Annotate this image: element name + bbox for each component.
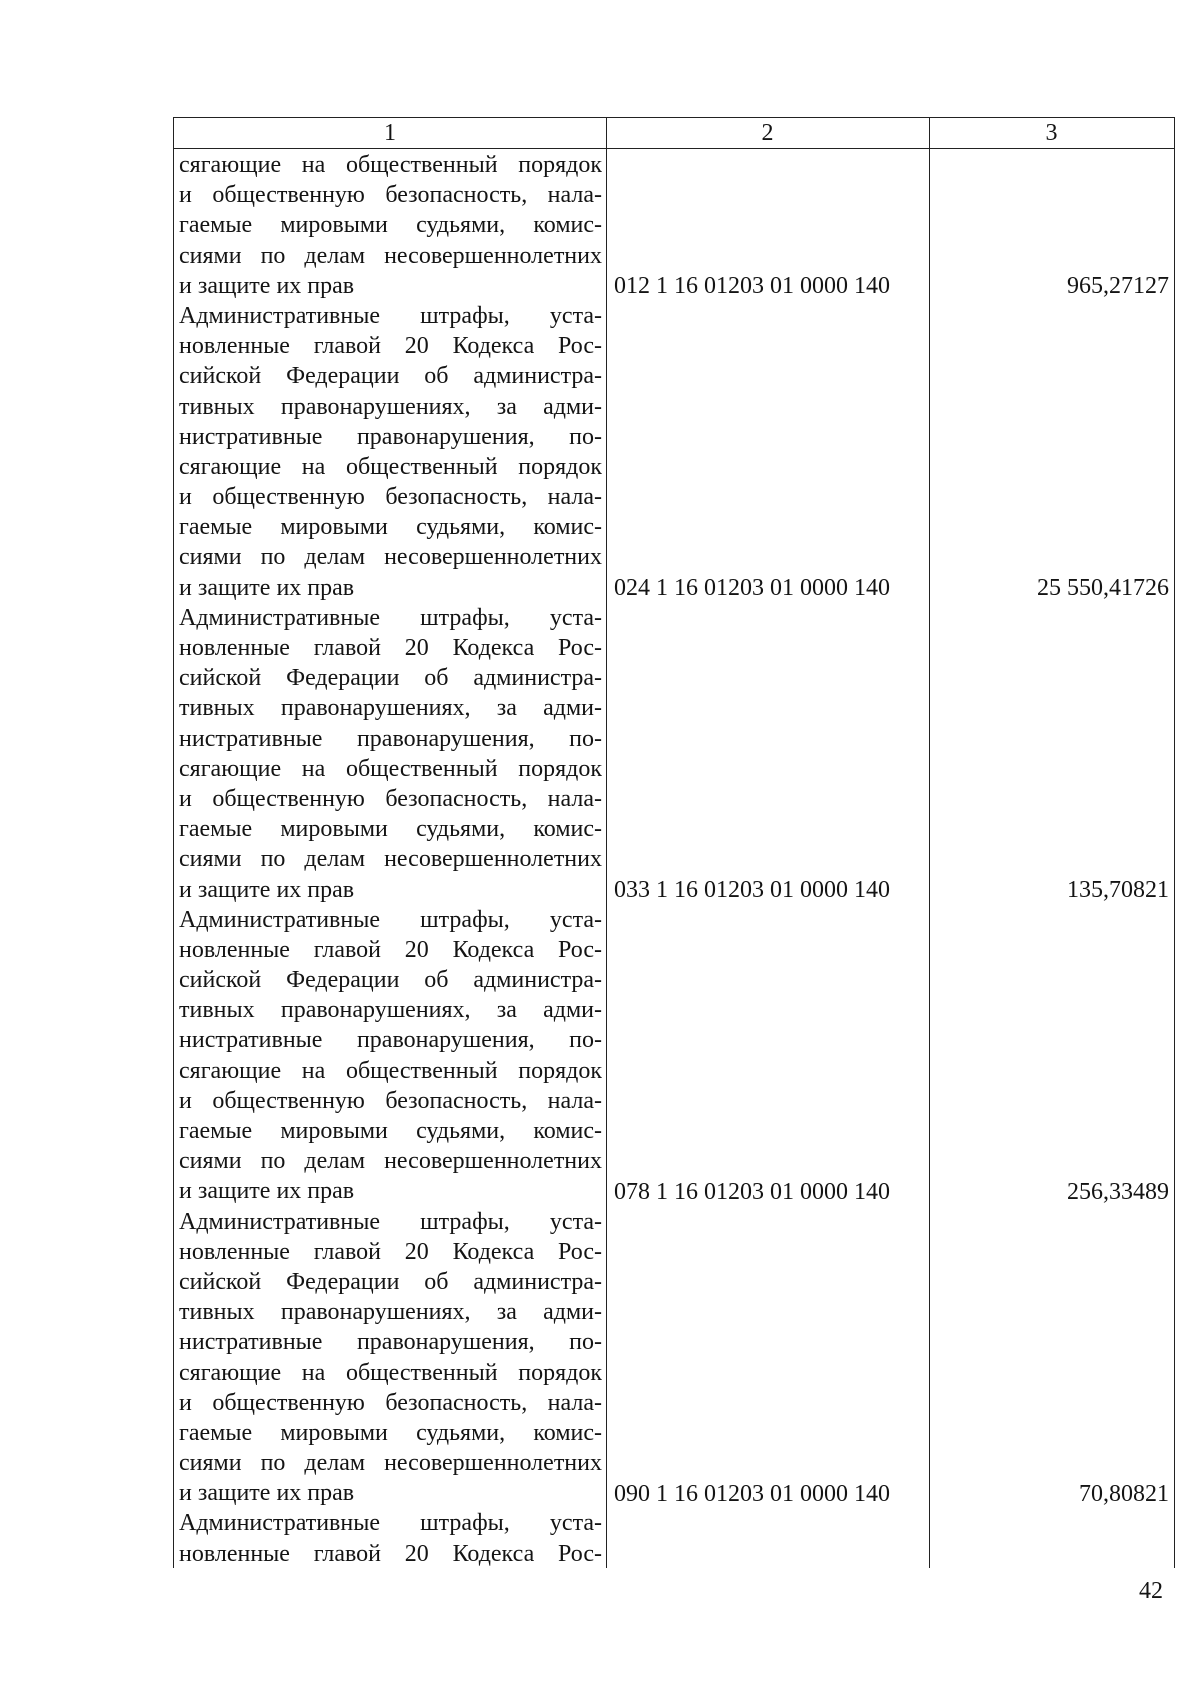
- description-line: и защите их прав: [179, 1178, 355, 1205]
- amount-value: 135,70821: [1067, 876, 1169, 903]
- description-line: сиями по делам несовершеннолетних: [179, 1450, 602, 1477]
- description-line: сийской Федерации об администра-: [179, 1268, 602, 1295]
- amount-value: 965,27127: [1067, 272, 1169, 299]
- header-col-3: 3: [1045, 120, 1058, 146]
- budget-code: 090 1 16 01203 01 0000 140: [614, 1480, 890, 1507]
- description-line: сягающие на общественный порядок: [179, 152, 602, 178]
- description-line: и общественную безопасность, нала-: [179, 182, 602, 209]
- description-line: гаемые мировыми судьями, комис-: [179, 1419, 602, 1446]
- amount-value: 70,80821: [1079, 1480, 1169, 1507]
- description-line: Административные штрафы, уста-: [179, 1510, 602, 1537]
- description-line: новленные главой 20 Кодекса Рос-: [179, 333, 602, 360]
- description-line: Административные штрафы, уста-: [179, 302, 602, 329]
- description-line: тивных правонарушениях, за адми-: [179, 997, 602, 1024]
- description-line: нистративные правонарушения, по-: [179, 725, 602, 752]
- column-divider-3: [929, 118, 930, 1568]
- description-column: [179, 150, 602, 1569]
- description-line: сийской Федерации об администра-: [179, 665, 602, 692]
- description-line: нистративные правонарушения, по-: [179, 1329, 602, 1356]
- budget-code: 033 1 16 01203 01 0000 140: [614, 876, 890, 903]
- description-line: сягающие на общественный порядок: [179, 1057, 602, 1084]
- description-line: и общественную безопасность, нала-: [179, 785, 602, 812]
- amount-value: 256,33489: [1067, 1178, 1169, 1205]
- amount-value: 25 550,41726: [1037, 574, 1169, 601]
- description-line: новленные главой 20 Кодекса Рос-: [179, 1238, 602, 1265]
- description-line: гаемые мировыми судьями, комис-: [179, 816, 602, 843]
- description-line: тивных правонарушениях, за адми-: [179, 393, 602, 420]
- description-line: Административные штрафы, уста-: [179, 1208, 602, 1235]
- description-line: сягающие на общественный порядок: [179, 453, 602, 480]
- header-col-2: 2: [761, 120, 774, 146]
- description-line: и общественную безопасность, нала-: [179, 484, 602, 511]
- description-line: гаемые мировыми судьями, комис-: [179, 1118, 602, 1144]
- description-line: Административные штрафы, уста-: [179, 604, 602, 631]
- description-line: нистративные правонарушения, по-: [179, 423, 602, 450]
- description-line: сийской Федерации об администра-: [179, 363, 602, 390]
- description-line: нистративные правонарушения, по-: [179, 1027, 602, 1054]
- description-line: тивных правонарушениях, за адми-: [179, 695, 602, 722]
- description-line: и защите их прав: [179, 272, 355, 299]
- description-line: и общественную безопасность, нала-: [179, 1087, 602, 1114]
- budget-code: 012 1 16 01203 01 0000 140: [614, 272, 890, 299]
- description-line: сийской Федерации об администра-: [179, 967, 602, 994]
- table-header-row: [174, 118, 1174, 149]
- header-col-1: 1: [384, 120, 396, 146]
- page-number: 42: [1139, 1578, 1163, 1604]
- description-line: новленные главой 20 Кодекса Рос-: [179, 1540, 602, 1567]
- description-line: и защите их прав: [179, 1480, 355, 1507]
- column-divider-2: [606, 118, 607, 1568]
- budget-code: 078 1 16 01203 01 0000 140: [614, 1178, 890, 1205]
- description-line: тивных правонарушениях, за адми-: [179, 1299, 602, 1326]
- description-line: сягающие на общественный порядок: [179, 1359, 602, 1386]
- description-line: сиями по делам несовершеннолетних: [179, 242, 602, 269]
- description-line: сиями по делам несовершеннолетних: [179, 846, 602, 873]
- description-line: и защите их прав: [179, 574, 355, 601]
- description-line: новленные главой 20 Кодекса Рос-: [179, 635, 602, 661]
- description-line: Административные штрафы, уста-: [179, 906, 602, 933]
- budget-code: 024 1 16 01203 01 0000 140: [614, 574, 890, 601]
- description-line: сягающие на общественный порядок: [179, 755, 602, 782]
- description-line: сиями по делам несовершеннолетних: [179, 544, 602, 571]
- description-line: и общественную безопасность, нала-: [179, 1389, 602, 1416]
- description-line: гаемые мировыми судьями, комис-: [179, 212, 602, 239]
- document-table: [173, 117, 1175, 1568]
- description-line: и защите их прав: [179, 876, 355, 903]
- description-line: сиями по делам несовершеннолетних: [179, 1148, 602, 1175]
- description-line: гаемые мировыми судьями, комис-: [179, 514, 602, 541]
- description-line: новленные главой 20 Кодекса Рос-: [179, 936, 602, 963]
